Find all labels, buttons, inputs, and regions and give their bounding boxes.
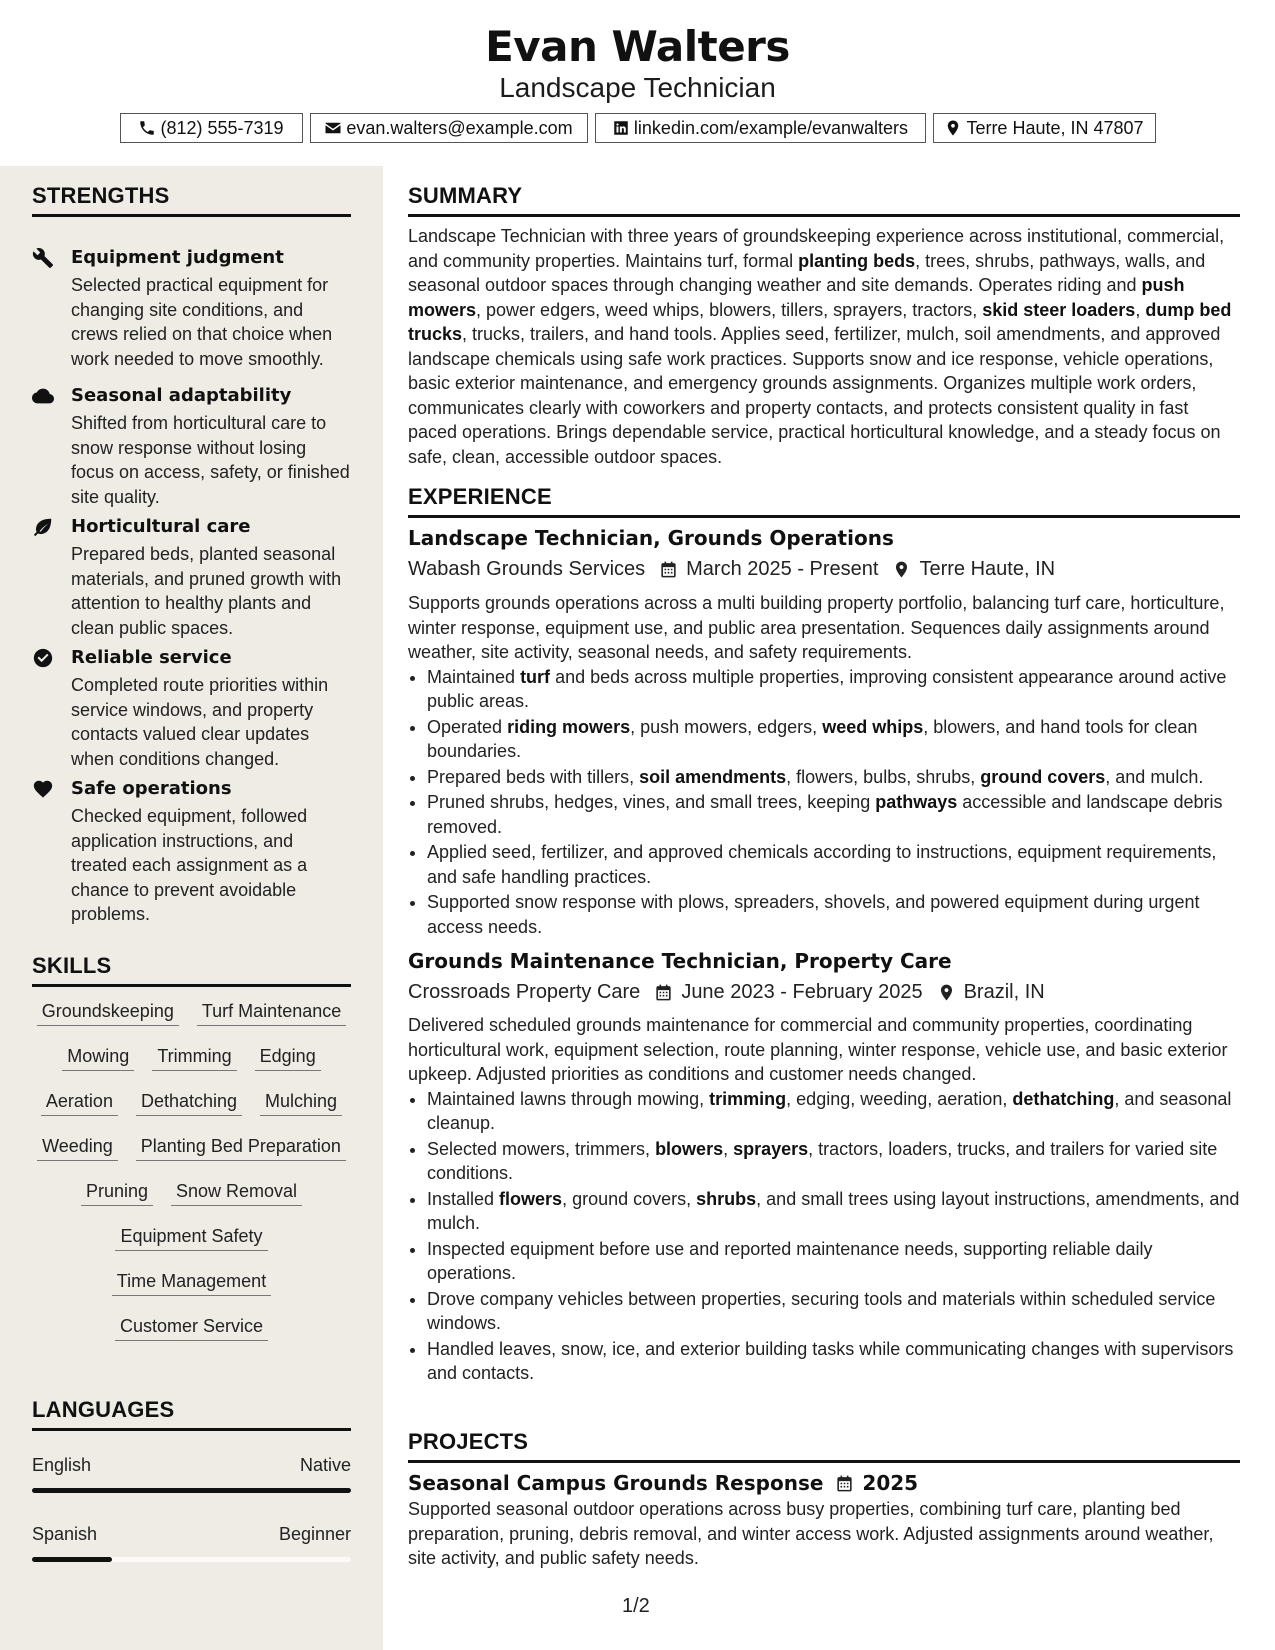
contact-linkedin[interactable] — [595, 113, 926, 143]
strength-desc: Prepared beds, planted seasonal materials, and pruned growth with attention to healthy plants and clean public spaces. — [71, 544, 342, 638]
text-run: Supported snow response with plows, spreaders, shovels, and powered equipment during urgent access needs. — [427, 892, 1200, 937]
text-run: Prepared beds with tillers, — [427, 766, 640, 787]
text-run: , flowers, bulbs, shrubs, — [786, 766, 981, 787]
page-number: 1/2 — [622, 1595, 650, 1617]
bold-keyword: push mowers — [408, 275, 1185, 320]
strength-desc: Shifted from horticultural care to snow response without losing focus on access, safety, or finished site quality. — [71, 413, 350, 507]
bold-keyword: ground covers — [980, 766, 1106, 787]
bullet-item — [427, 1337, 1240, 1386]
skills-list — [32, 1001, 351, 1361]
text-run: , edging, weeding, aeration, — [786, 1088, 1013, 1109]
project-header — [408, 1471, 1240, 1495]
bold-keyword: sprayers — [733, 1138, 809, 1159]
skill-tag: Pruning — [81, 1181, 153, 1206]
bullet-item — [427, 765, 1240, 790]
bold-keyword: planting beds — [798, 250, 916, 271]
text-run: Installed — [427, 1188, 500, 1209]
text-run: Maintained lawns through mowing, — [427, 1088, 710, 1109]
job-company: Wabash Grounds Services — [408, 557, 646, 580]
contact-phone-text: (812) 555-7319 — [160, 117, 284, 138]
skill-tag: Equipment Safety — [115, 1226, 267, 1251]
job-bullets — [408, 665, 1240, 940]
check-circle-icon — [32, 647, 54, 669]
skill-tag: Trimming — [152, 1046, 236, 1071]
text-run: Operated — [427, 716, 508, 737]
projects-section — [408, 1429, 1240, 1571]
map-pin-icon — [944, 119, 962, 137]
language-proficiency-fill — [32, 1488, 351, 1493]
skill-tag: Aeration — [41, 1091, 118, 1116]
calendar-icon — [835, 1474, 854, 1493]
bullet-item — [427, 665, 1240, 714]
job-dates: March 2025 - Present — [686, 557, 879, 580]
strength-title: Horticultural care — [71, 516, 251, 537]
skill-tag: Groundskeeping — [37, 1001, 179, 1026]
bullet-item — [427, 1087, 1240, 1136]
skill-tag: Dethatching — [136, 1091, 242, 1116]
bold-keyword: soil amendments — [639, 766, 787, 787]
leaf-icon — [32, 516, 54, 538]
wrench-icon — [32, 247, 54, 269]
text-run: , trucks, trailers, and hand tools. Applies seed, fertilizer, mulch, soil amendments, and approved landscape chemicals using safe work practices. Supports snow and ice response, vehicle operations, basic exterior maintenance, and emergency grounds assignments. Organizes multiple work orders, communicates clearly with coworkers and property contacts, and protects consistent quality in fast paced operations. Brings dependable service, practical horticultural knowledge, and a steady focus on safe, clean, accessible outdoor spaces. — [408, 324, 1221, 467]
job-entry — [408, 949, 1240, 1386]
languages-heading: LANGUAGES — [32, 1397, 351, 1431]
strength-title: Equipment judgment — [71, 247, 284, 268]
linkedin-icon — [612, 119, 630, 137]
strength-desc: Selected practical equipment for changing site conditions, and crews relied on that choice when work needed to move smoothly. — [71, 275, 333, 369]
skill-tag: Snow Removal — [171, 1181, 302, 1206]
bold-keyword: riding mowers — [507, 716, 631, 737]
language-proficiency-bar — [32, 1488, 351, 1493]
sidebar — [0, 166, 383, 1650]
project-title: Seasonal Campus Grounds Response — [408, 1471, 824, 1495]
bold-keyword: pathways — [875, 792, 958, 812]
language-level: Native — [299, 1455, 351, 1475]
skill-tag: Customer Service — [115, 1316, 268, 1341]
text-run: Applied seed, fertilizer, and approved chemicals according to instructions, equipment requirements, and safe handling practices. — [427, 842, 1217, 887]
phone-icon — [138, 119, 156, 137]
heart-icon — [32, 778, 54, 800]
summary-section — [408, 183, 1240, 469]
job-location: Terre Haute, IN — [919, 557, 1056, 580]
contact-linkedin-text: linkedin.com/example/evanwalters — [633, 117, 909, 138]
bullet-item — [427, 1287, 1240, 1336]
text-run: , and seasonal cleanup. — [427, 1088, 1232, 1133]
text-run: accessible and landscape debris removed. — [427, 792, 1223, 837]
skill-tag: Mowing — [62, 1046, 134, 1071]
candidate-title: Landscape Technician — [499, 72, 776, 103]
bold-keyword: blowers — [655, 1138, 724, 1159]
text-run: Pruned shrubs, hedges, vines, and small trees, keeping — [427, 792, 876, 812]
resume-header — [0, 0, 1275, 166]
strength-desc: Checked equipment, followed application instructions, and treated each assignment as a chance to prevent avoidable problems. — [71, 806, 308, 924]
job-description: Supports grounds operations across a multi building property portfolio, balancing turf care, horticulture, winter response, equipment use, and public area presentation. Sequences daily assignments around weather, site activity, seasonal needs, and safety requirements. — [408, 593, 1225, 662]
contact-location-text: Terre Haute, IN 47807 — [966, 117, 1144, 138]
summary-heading: SUMMARY — [408, 183, 1240, 217]
strength-title: Seasonal adaptability — [71, 385, 292, 406]
text-run: Inspected equipment before use and reported maintenance needs, supporting reliable daily operations. — [427, 1238, 1153, 1283]
bold-keyword: dump bed trucks — [408, 299, 1232, 344]
map-pin-icon — [892, 560, 911, 579]
strength-title: Reliable service — [71, 647, 232, 668]
skill-tag: Time Management — [112, 1271, 271, 1296]
bold-keyword: skid steer loaders — [982, 299, 1136, 320]
text-run: Drove company vehicles between properties, securing tools and materials within scheduled service windows. — [427, 1288, 1216, 1333]
text-run: , push mowers, edgers, — [630, 716, 823, 737]
strength-title: Safe operations — [71, 778, 232, 799]
project-description: Supported seasonal outdoor operations across busy properties, combining turf care, planting bed preparation, pruning, debris removal, and winter access work. Adjusted assignments around weather, site activity, and public safety needs. — [408, 1499, 1214, 1568]
project-entry — [408, 1471, 1240, 1571]
skill-tag: Planting Bed Preparation — [136, 1136, 346, 1161]
job-description: Delivered scheduled grounds maintenance for commercial and community properties, coordinating horticultural work, equipment selection, route planning, winter response, vehicle use, and basic exterior upkeep. Adjusted priorities as conditions and customer needs changed. — [408, 1015, 1228, 1084]
text-run: Landscape Technician with three years of groundskeeping experience across institutional, commercial, and community properties. Maintains turf, formal — [408, 226, 1225, 271]
calendar-icon — [654, 983, 673, 1002]
skills-section — [32, 953, 351, 1373]
job-entry — [408, 526, 1240, 939]
bold-keyword: turf — [520, 666, 551, 687]
summary-text — [408, 224, 1240, 469]
bullet-item — [427, 890, 1240, 939]
text-run: Handled leaves, snow, ice, and exterior building tasks while communicating changes with supervisors and contacts. — [427, 1338, 1234, 1383]
bullet-item — [427, 1237, 1240, 1286]
contact-email[interactable] — [310, 113, 588, 143]
cloud-icon — [32, 385, 54, 407]
text-run: , and small trees using layout instructions, amendments, and mulch. — [427, 1188, 1240, 1233]
experience-section — [408, 484, 1240, 1387]
bold-keyword: flowers — [499, 1188, 563, 1209]
job-meta — [408, 979, 1240, 1005]
bold-keyword: weed whips — [822, 716, 924, 737]
text-run: , trees, shrubs, pathways, walls, and seasonal outdoor spaces through changing weather and site demands. Operates riding and — [408, 250, 1206, 295]
strengths-section — [32, 183, 351, 924]
text-run: , and mulch. — [1105, 766, 1204, 787]
text-run: , — [723, 1138, 734, 1159]
strengths-heading: STRENGTHS — [32, 183, 351, 217]
language-proficiency-fill — [32, 1557, 112, 1562]
skills-heading: SKILLS — [32, 953, 351, 987]
language-name: Spanish — [32, 1524, 98, 1544]
job-meta — [408, 556, 1240, 582]
bold-keyword: shrubs — [696, 1188, 757, 1209]
language-proficiency-bar — [32, 1557, 351, 1562]
text-run: Selected mowers, trimmers, — [427, 1138, 656, 1159]
bullet-item — [427, 715, 1240, 764]
experience-heading: EXPERIENCE — [408, 484, 1240, 518]
skill-tag: Turf Maintenance — [197, 1001, 346, 1026]
bullet-item — [427, 1137, 1240, 1186]
text-run: and beds across multiple properties, improving consistent appearance around active public areas. — [427, 666, 1227, 711]
project-year: 2025 — [862, 1471, 919, 1495]
job-company: Crossroads Property Care — [408, 980, 641, 1003]
skill-tag: Weeding — [37, 1136, 118, 1161]
text-run: , — [1135, 299, 1146, 320]
envelope-icon — [324, 119, 342, 137]
contact-location — [933, 113, 1156, 143]
languages-section — [32, 1397, 351, 1557]
language-level: Beginner — [278, 1524, 351, 1544]
contact-bar — [0, 113, 1275, 143]
contact-phone[interactable] — [120, 113, 303, 143]
job-bullets — [408, 1087, 1240, 1386]
contact-email-text: evan.walters@example.com — [346, 117, 573, 138]
skill-tag: Edging — [255, 1046, 321, 1071]
job-location: Brazil, IN — [963, 980, 1045, 1003]
text-run: , power edgers, weed whips, blowers, tillers, sprayers, tractors, — [476, 299, 983, 320]
strength-desc: Completed route priorities within service windows, and property contacts valued clear updates when conditions changed. — [71, 675, 329, 769]
bullet-item — [427, 1187, 1240, 1236]
language-name: English — [32, 1455, 92, 1475]
bullet-item — [427, 790, 1240, 839]
projects-heading: PROJECTS — [408, 1429, 1240, 1463]
skill-tag: Mulching — [260, 1091, 342, 1116]
text-run: Maintained — [427, 666, 521, 687]
bold-keyword: trimming — [709, 1088, 787, 1109]
job-dates: June 2023 - February 2025 — [681, 980, 923, 1003]
text-run: , blowers, and hand tools for clean boundaries. — [427, 716, 1198, 761]
map-pin-icon — [937, 983, 956, 1002]
calendar-icon — [659, 560, 678, 579]
bold-keyword: dethatching — [1012, 1088, 1115, 1109]
text-run: , tractors, loaders, trucks, and trailers for varied site conditions. — [427, 1138, 1218, 1183]
candidate-name: Evan Walters — [485, 22, 790, 71]
job-title: Landscape Technician, Grounds Operations — [408, 526, 894, 550]
job-title: Grounds Maintenance Technician, Property Care — [408, 949, 952, 973]
bullet-item — [427, 840, 1240, 889]
text-run: , ground covers, — [562, 1188, 697, 1209]
